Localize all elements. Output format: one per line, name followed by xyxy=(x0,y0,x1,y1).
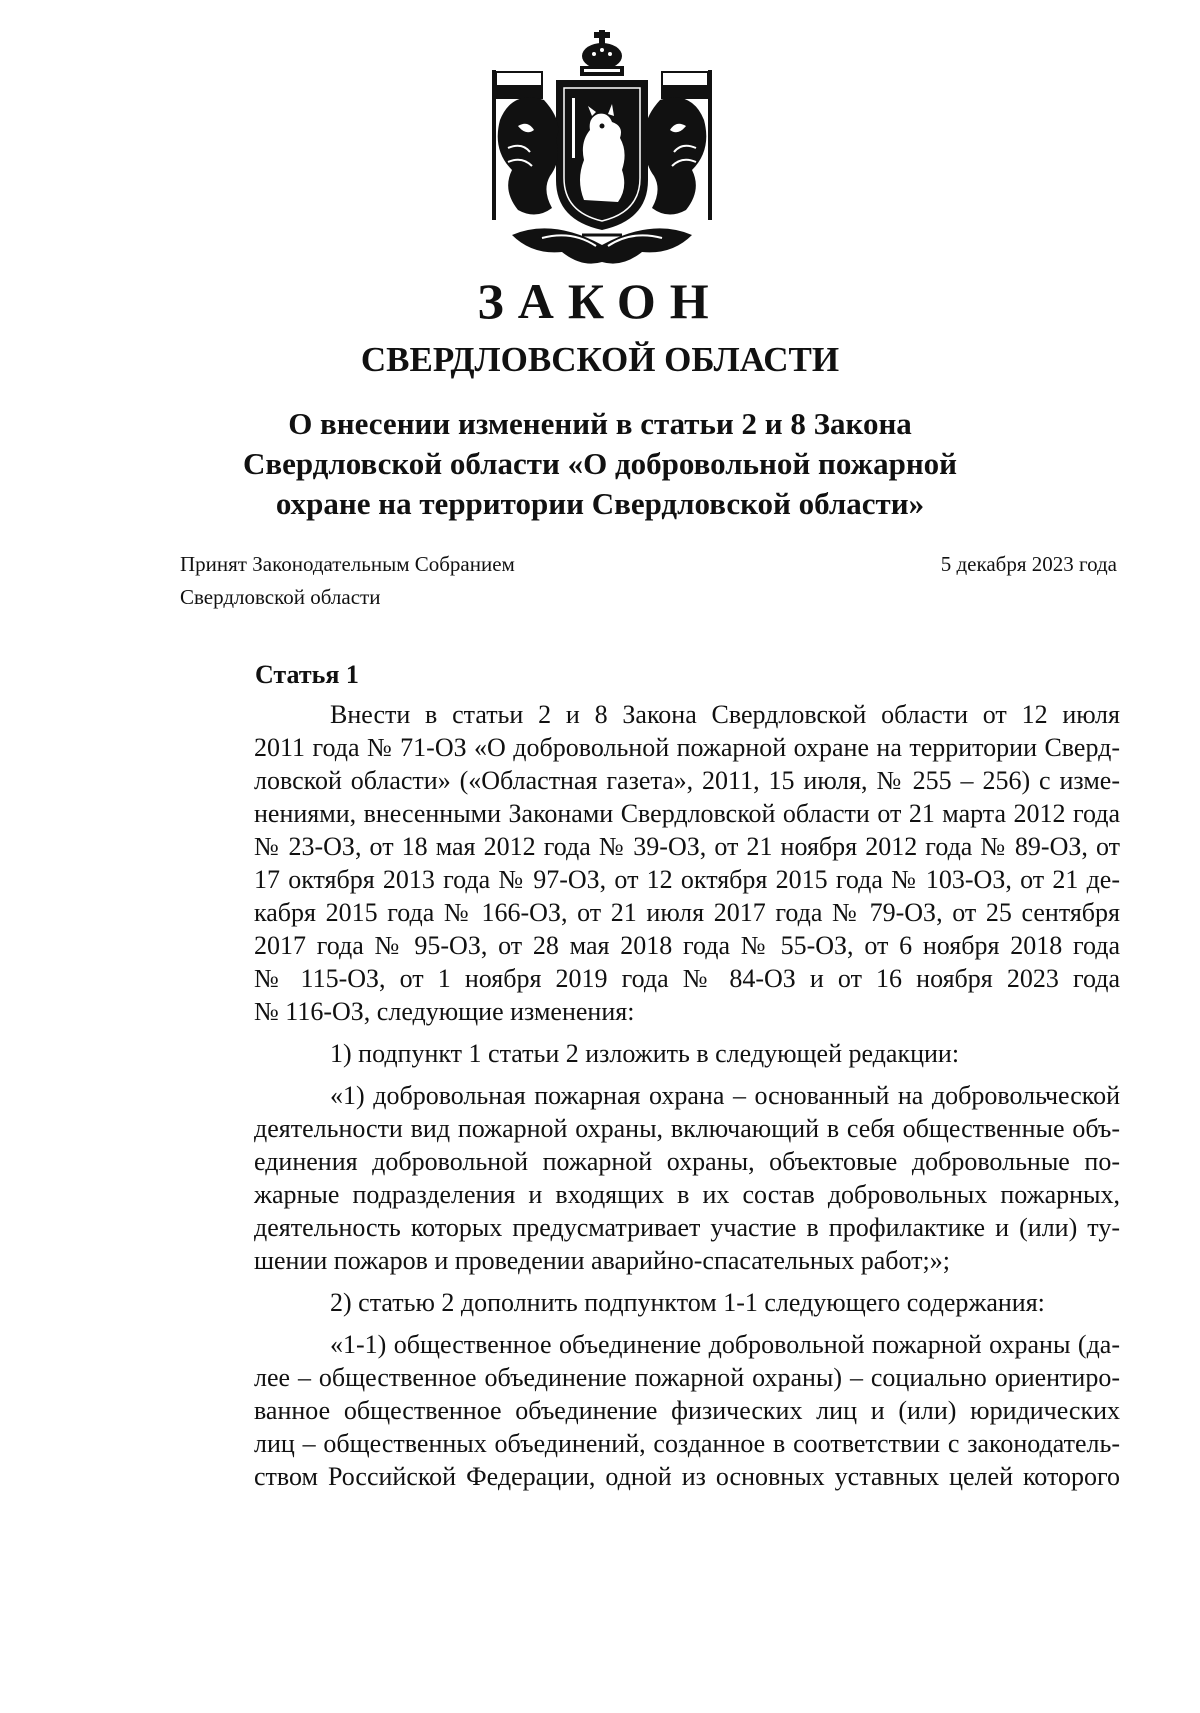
paragraph xyxy=(178,698,1120,1028)
text-line: № 115-ОЗ, от 1 ноября 2019 года № 84-ОЗ и от 16 ноября 2023 года xyxy=(254,964,1120,993)
law-heading: ЗАКОН xyxy=(477,273,723,329)
coat-of-arms-icon xyxy=(472,30,732,275)
text-line: нениями, внесенными Законами Свердловской области от 21 марта 2012 года xyxy=(254,799,1120,828)
text-line: единения добровольной пожарной охраны, объектовые добровольные по- xyxy=(254,1147,1120,1176)
region-heading: СВЕРДЛОВСКОЙ ОБЛАСТИ xyxy=(360,340,840,379)
adoption-body-line: Принят Законодательным Собранием xyxy=(180,552,515,576)
article-heading: Статья 1 xyxy=(255,660,359,689)
paragraph xyxy=(178,1079,1120,1277)
text-line: 2) статью 2 дополнить подпунктом 1-1 следующего содержания: xyxy=(330,1288,1045,1317)
adoption-body xyxy=(180,548,515,614)
text-line: «1-1) общественное объединение добровольной пожарной охраны (да- xyxy=(330,1330,1120,1359)
text-line: 2011 года № 71-ОЗ «О добровольной пожарной охране на территории Сверд- xyxy=(254,733,1120,762)
text-line: ством Российской Федерации, одной из основных уставных целей которого xyxy=(254,1462,1120,1491)
text-line: № 116-ОЗ, следующие изменения: xyxy=(254,997,635,1026)
adoption-date: 5 декабря 2023 года xyxy=(940,552,1117,576)
text-line: шении пожаров и проведении аварийно-спасательных работ;»; xyxy=(254,1246,950,1275)
law-subject-title xyxy=(0,404,1200,524)
text-line: жарные подразделения и входящих в их состав добровольных пожарных, xyxy=(254,1180,1120,1209)
title-line: О внесении изменений в статьи 2 и 8 Закона xyxy=(288,406,912,441)
text-line: 1) подпункт 1 статьи 2 изложить в следующей редакции: xyxy=(330,1039,960,1068)
title-line: охране на территории Свердловской области» xyxy=(275,486,925,521)
text-line: № 23-ОЗ, от 18 мая 2012 года № 39-ОЗ, от 21 ноября 2012 года № 89-ОЗ, от xyxy=(254,832,1120,861)
text-line: ловской области» («Областная газета», 2011, 15 июля, № 255 – 256) с изме- xyxy=(254,766,1120,795)
text-line: деятельность которых предусматривает участие в профилактике и (или) ту- xyxy=(254,1213,1120,1242)
text-line: Внести в статьи 2 и 8 Закона Свердловской области от 12 июля xyxy=(330,700,1120,729)
text-line: 2017 года № 95-ОЗ, от 28 мая 2018 года № 55-ОЗ, от 6 ноября 2018 года xyxy=(254,931,1120,960)
paragraph xyxy=(178,1286,1120,1319)
paragraph xyxy=(178,1328,1120,1493)
text-line: ванное общественное объединение физических лиц и (или) юридических xyxy=(254,1396,1120,1425)
title-line: Свердловской области «О добровольной пожарной xyxy=(242,446,958,481)
paragraph xyxy=(178,1037,1120,1070)
text-line: лиц – общественных объединений, созданное в соответствии с законодатель- xyxy=(254,1429,1120,1458)
adoption-body-line: Свердловской области xyxy=(180,585,381,609)
text-line: деятельности вид пожарной охраны, включающий в себя общественные объ- xyxy=(254,1114,1120,1143)
text-line: «1) добровольная пожарная охрана – основанный на добровольческой xyxy=(330,1081,1120,1110)
text-line: кабря 2015 года № 166-ОЗ, от 21 июля 2017 года № 79-ОЗ, от 25 сентября xyxy=(254,898,1120,927)
article-body xyxy=(178,698,1120,1502)
text-line: 17 октября 2013 года № 97-ОЗ, от 12 октября 2015 года № 103-ОЗ, от 21 де- xyxy=(254,865,1120,894)
text-line: лее – общественное объединение пожарной охраны) – социально ориентиро- xyxy=(254,1363,1120,1392)
